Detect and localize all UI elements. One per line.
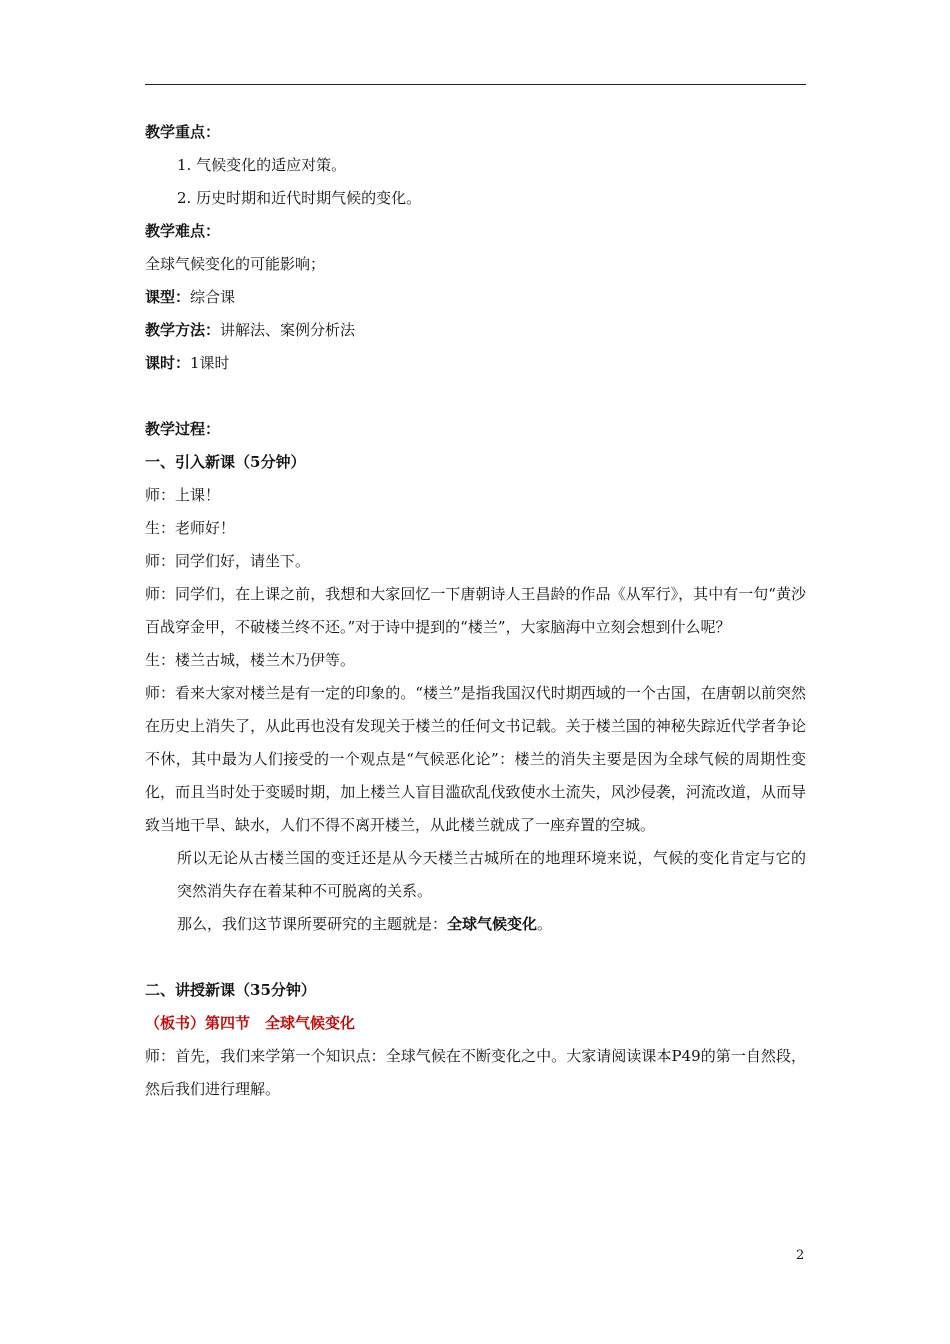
dialogue-line: 师：上课！ bbox=[145, 486, 221, 504]
key-point-item: 2. 历史时期和近代时期气候的变化。 bbox=[177, 189, 422, 207]
difficulties-text: 全球气候变化的可能影响； bbox=[145, 255, 326, 273]
section-one-title: 一、引入新课（5分钟） bbox=[145, 453, 306, 471]
topic-suffix: 。 bbox=[537, 915, 553, 933]
duration-label: 课时： bbox=[145, 354, 191, 372]
paragraph-topic bbox=[145, 908, 806, 941]
page-content bbox=[145, 116, 806, 1106]
spacer bbox=[145, 380, 806, 413]
course-type-value: 综合课 bbox=[190, 288, 236, 306]
key-point-item: 1. 气候变化的适应对策。 bbox=[177, 156, 347, 174]
page-number: 2 bbox=[796, 1248, 805, 1263]
process-heading: 教学过程： bbox=[145, 420, 221, 438]
course-type-label: 课型： bbox=[145, 288, 191, 306]
method-value: 讲解法、案例分析法 bbox=[220, 321, 356, 339]
section-two-title: 二、讲授新课（35分钟） bbox=[145, 981, 316, 999]
paragraph-loulan: 师：看来大家对楼兰是有一定的印象的。“楼兰”是指我国汉代时期西域的一个古国，在唐朝以前突然在历史上消失了，从此再也没有发现关于楼兰的任何文书记载。关于楼兰国的神秘失踪近代学者争论不休，其中最为人们接受的一个观点是“气候恶化论”：楼兰的消失主要是因为全球气候的周期性变化，而且当时处于变暖时期，加上楼兰人盲目滥砍乱伐致使水土流失，风沙侵袭，河流改道，从而导致当地干旱、缺水，人们不得不离开楼兰，从此楼兰就成了一座弃置的空城。 bbox=[145, 684, 806, 834]
topic-prefix: 那么，我们这节课所要研究的主题就是： bbox=[177, 915, 448, 933]
method-label: 教学方法： bbox=[145, 321, 221, 339]
paragraph-poem: 师：同学们，在上课之前，我想和大家回忆一下唐朝诗人王昌龄的作品《从军行》，其中有一句“黄沙百战穿金甲，不破楼兰终不还。”对于诗中提到的“楼兰”，大家脑海中立刻会想到什么呢？ bbox=[145, 585, 806, 636]
dialogue-line: 师：同学们好，请坐下。 bbox=[145, 552, 311, 570]
method-line bbox=[145, 314, 806, 347]
course-type-line bbox=[145, 281, 806, 314]
dialogue-line: 生：老师好！ bbox=[145, 519, 236, 537]
board-note: （板书）第四节 全球气候变化 bbox=[145, 1014, 356, 1032]
paragraph-relation: 所以无论从古楼兰国的变迁还是从今天楼兰古城所在的地理环境来说，气候的变化肯定与它的突然消失存在着某种不可脱离的关系。 bbox=[177, 849, 806, 900]
topic-emphasis: 全球气候变化 bbox=[447, 915, 538, 933]
spacer bbox=[145, 941, 806, 974]
duration-line bbox=[145, 347, 806, 380]
difficulties-heading: 教学难点： bbox=[145, 222, 221, 240]
paragraph-first-point: 师：首先，我们来学第一个知识点：全球气候在不断变化之中。大家请阅读课本P49的第一自然段，然后我们进行理解。 bbox=[145, 1047, 806, 1098]
key-points-heading: 教学重点： bbox=[145, 123, 221, 141]
student-answer: 生：楼兰古城，楼兰木乃伊等。 bbox=[145, 651, 356, 669]
duration-value: 1课时 bbox=[190, 354, 230, 372]
header-rule bbox=[145, 84, 806, 85]
